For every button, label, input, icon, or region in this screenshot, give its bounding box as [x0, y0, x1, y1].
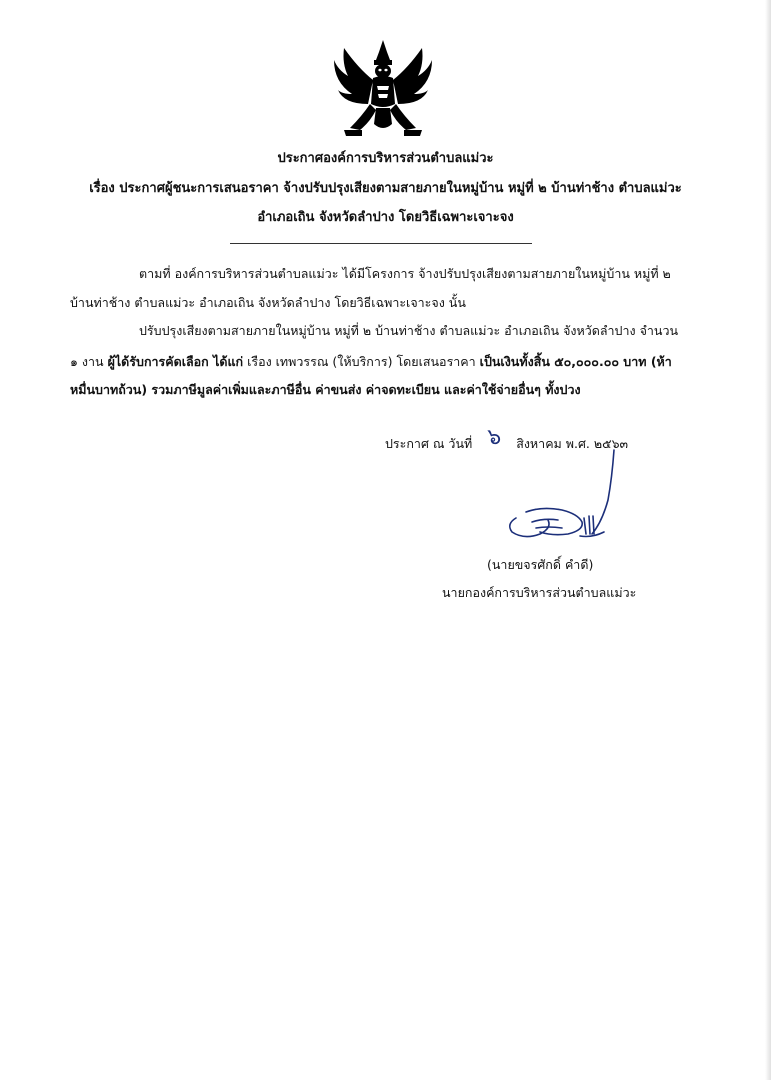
paragraph-1-line-2: บ้านท่าช้าง ตำบลแม่วะ อำเภอเถิน จังหวัดลำปาง โดยวิธีเฉพาะเจาะจง นั้น	[70, 295, 466, 310]
garuda-emblem-icon	[332, 38, 434, 142]
quantity-text: ๑ งาน	[70, 354, 104, 369]
announcement-title: ประกาศองค์การบริหารส่วนตำบลแม่วะ	[277, 151, 494, 166]
paragraph-2-line-2	[70, 353, 672, 371]
paragraph-2-line-1: ปรับปรุงเสียงตามสายภายในหมู่บ้าน หมู่ที่ ๒ บ้านท่าช้าง ตำบลแม่วะ อำเภอเถิน จังหวัดลำปาง จำนวน	[139, 323, 679, 338]
announcement-subject: เรื่อง ประกาศผู้ชนะการเสนอราคา จ้างปรับปรุงเสียงตามสายภายในหมู่บ้าน หมู่ที่ ๒ บ้านท่าช้าง ตำบลแม่วะ	[89, 181, 682, 196]
paragraph-1-line-1: ตามที่ องค์การบริหารส่วนตำบลแม่วะ ได้มีโครงการ จ้างปรับปรุงเสียงตามสายภายในหมู่บ้าน หมู่ที่ ๒	[139, 266, 671, 281]
handwritten-day: ๖	[487, 425, 502, 450]
header-divider	[230, 243, 532, 244]
announcement-subject-cont: อำเภอเถิน จังหวัดลำปาง โดยวิธีเฉพาะเจาะจง	[257, 210, 514, 225]
date-prefix: ประกาศ ณ วันที่	[385, 436, 473, 451]
signatory-title: นายกองค์การบริหารส่วนตำบลแม่วะ	[442, 585, 637, 600]
selected-bidder-label: ผู้ได้รับการคัดเลือก ได้แก่	[107, 354, 244, 369]
selected-bidder-name: เรือง เทพวรรณ (ให้บริการ) โดยเสนอราคา	[247, 354, 476, 369]
signature-icon	[496, 448, 656, 558]
total-amount: เป็นเงินทั้งสิ้น ๕๐,๐๐๐.๐๐ บาท (ห้า	[479, 354, 672, 369]
date-suffix: สิงหาคม พ.ศ. ๒๕๖๓	[516, 436, 629, 451]
paragraph-2-line-3: หมื่นบาทถ้วน) รวมภาษีมูลค่าเพิ่มและภาษีอื่น ค่าขนส่ง ค่าจดทะเบียน และค่าใช้จ่ายอื่นๆ ทั้งปวง	[70, 382, 581, 397]
signatory-name: (นายขจรศักดิ์ คำดี)	[487, 557, 594, 572]
